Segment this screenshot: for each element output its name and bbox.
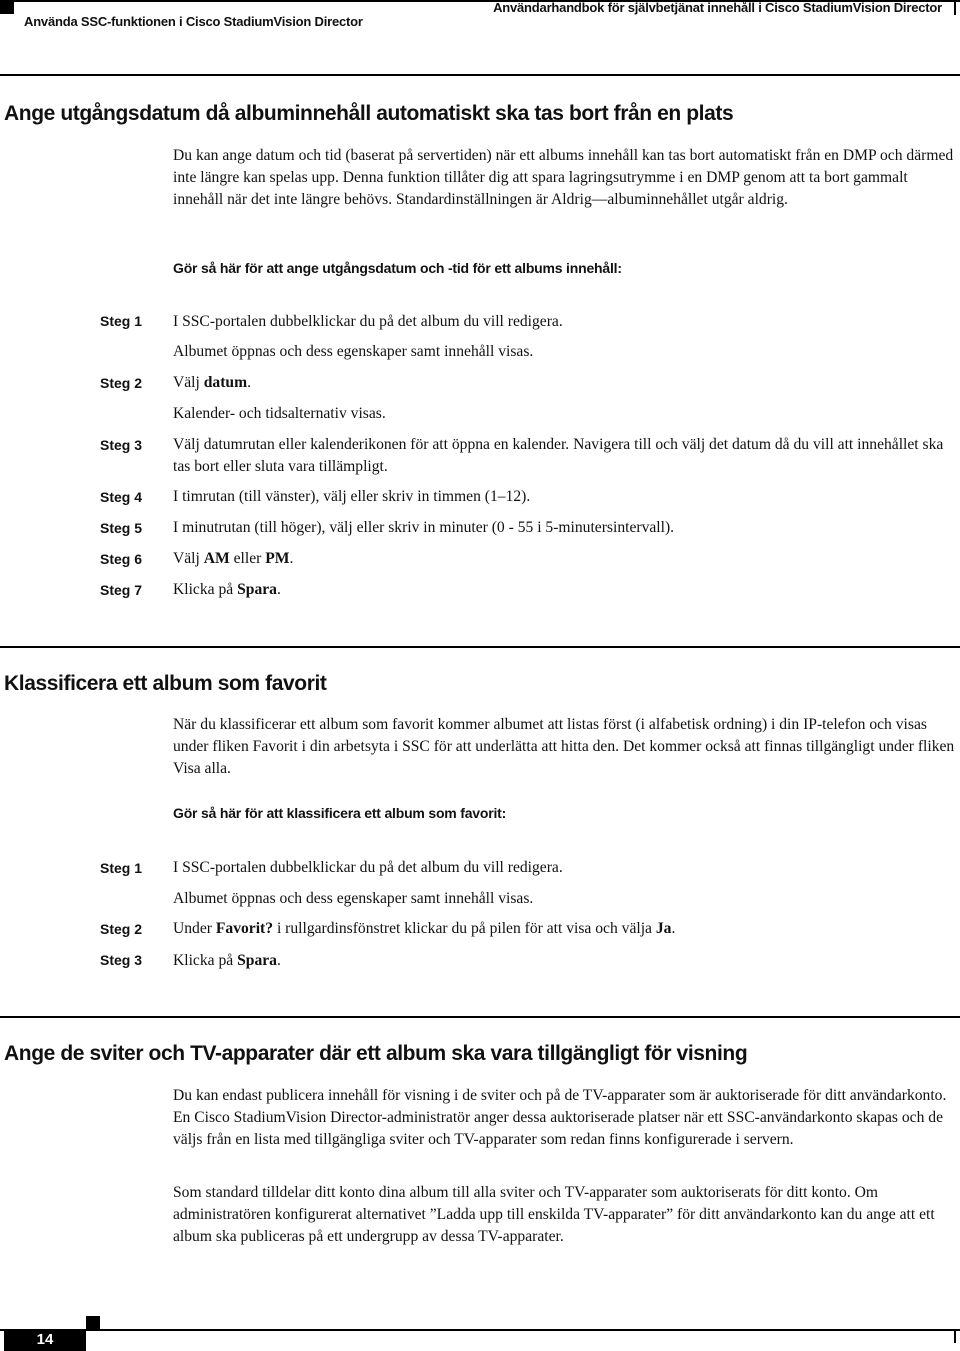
section-paragraph: Du kan endast publicera innehåll för visning i de sviter och på de TV-apparater som är auktoriserade för ditt användarkonto. En Cisco StadiumVision Director-administratör anger dessa auktoriserade platser när ett SSC-användarkonto skapas och de väljs från en lista med tillgängliga sviter och TV-apparater som redan finns konfigurerade i servern. <box>173 1087 947 1148</box>
ui-term: Favorit? <box>215 920 274 937</box>
footer-marker <box>86 1316 100 1329</box>
step-text: Välj datumrutan eller kalenderikonen för att öppna en kalender. Navigera till och välj det datum då du vill att innehållet ska tas bort eller sluta vara tillämpligt. <box>173 436 944 475</box>
step-text: Klicka på Spara. <box>173 581 281 598</box>
ui-term: datum <box>203 374 248 391</box>
section-heading-expiration: Ange utgångsdatum då albuminnehåll automatiskt ska tas bort från en plats <box>4 102 734 125</box>
step-label: Steg 4 <box>100 489 143 505</box>
step-text: I timrutan (till vänster), välj eller skriv in timmen (1–12). <box>173 488 531 505</box>
section-rule <box>0 74 960 76</box>
header-chapter-title: Använda SSC-funktionen i Cisco StadiumVision Director <box>24 14 363 29</box>
step-label: Steg 3 <box>100 952 143 968</box>
header-bar <box>954 1 956 15</box>
step-text: I minutrutan (till höger), välj eller skriv in minuter (0 - 55 i 5-minutersintervall). <box>173 519 675 536</box>
step-label: Steg 2 <box>100 921 143 937</box>
step-text: Välj AM eller PM. <box>173 550 294 567</box>
step-text: I SSC-portalen dubbelklickar du på det album du vill redigera. <box>173 313 563 330</box>
section-intro-paragraph: När du klassificerar ett album som favorit kommer albumet att listas först (i alfabetisk ordning) i din IP-telefon och visas under fliken Favorit i din arbetsyta i SSC för att underlätta att hitta den. Det kommer också att finnas tillgängligt under fliken Visa alla. <box>173 716 955 777</box>
footer-bar <box>954 1329 956 1343</box>
step-label: Steg 5 <box>100 520 143 536</box>
section-rule <box>0 1016 960 1018</box>
step-text: I SSC-portalen dubbelklickar du på det album du vill redigera. <box>173 859 563 876</box>
step-label: Steg 2 <box>100 375 143 391</box>
section-paragraph: Som standard tilldelar ditt konto dina album till alla sviter och TV-apparater som auktoriserats för ditt konto. Om administratören konfigurerat alternativet ”Ladda upp till enskilda TV-apparater” för ditt användarkonto kan du ange att ett album ska publiceras på ett undergrupp av dessa TV-apparater. <box>173 1184 935 1245</box>
page-number: 14 <box>36 1331 54 1348</box>
ui-term: AM <box>203 550 230 567</box>
procedure-heading: Gör så här för att ange utgångsdatum och -tid för ett albums innehåll: <box>173 260 622 276</box>
section-rule <box>0 646 960 648</box>
step-text: Klicka på Spara. <box>173 952 281 969</box>
section-heading-suites: Ange de sviter och TV-apparater där ett album ska vara tillgängligt för visning <box>4 1042 748 1065</box>
step-text: Välj datum. <box>173 374 251 391</box>
step-label: Steg 3 <box>100 437 143 453</box>
step-result: Albumet öppnas och dess egenskaper samt innehåll visas. <box>173 343 534 360</box>
procedure-heading: Gör så här för att klassificera ett album som favorit: <box>173 805 507 821</box>
step-result: Albumet öppnas och dess egenskaper samt innehåll visas. <box>173 890 534 907</box>
step-label: Steg 6 <box>100 551 143 567</box>
ui-term: Spara <box>237 952 277 969</box>
section-intro-paragraph: Du kan ange datum och tid (baserat på servertiden) när ett albums innehåll kan tas bort automatiskt från en DMP och därmed inte längre kan spelas upp. Denna funktion tillåter dig att spara lagringsutrymme i en DMP genom att ta bort gammalt innehåll när det inte längre behövs. Standardinställningen är Aldrig—albuminnehållet utgår aldrig. <box>173 147 954 208</box>
section-heading-favorite: Klassificera ett album som favorit <box>4 672 327 695</box>
ui-term: Spara <box>237 581 277 598</box>
footer-rule <box>0 1329 960 1331</box>
ui-term: PM <box>265 550 290 567</box>
step-text: Under Favorit? i rullgardinsfönstret klickar du på pilen för att visa och välja Ja. <box>173 920 676 937</box>
step-label: Steg 1 <box>100 313 143 329</box>
header-book-title: Användarhandbok för självbetjänat innehåll i Cisco StadiumVision Director <box>493 0 942 15</box>
header-marker <box>0 2 14 14</box>
step-result: Kalender- och tidsalternativ visas. <box>173 405 386 422</box>
step-label: Steg 7 <box>100 582 143 598</box>
ui-term: Ja <box>655 920 672 937</box>
step-label: Steg 1 <box>100 860 143 876</box>
